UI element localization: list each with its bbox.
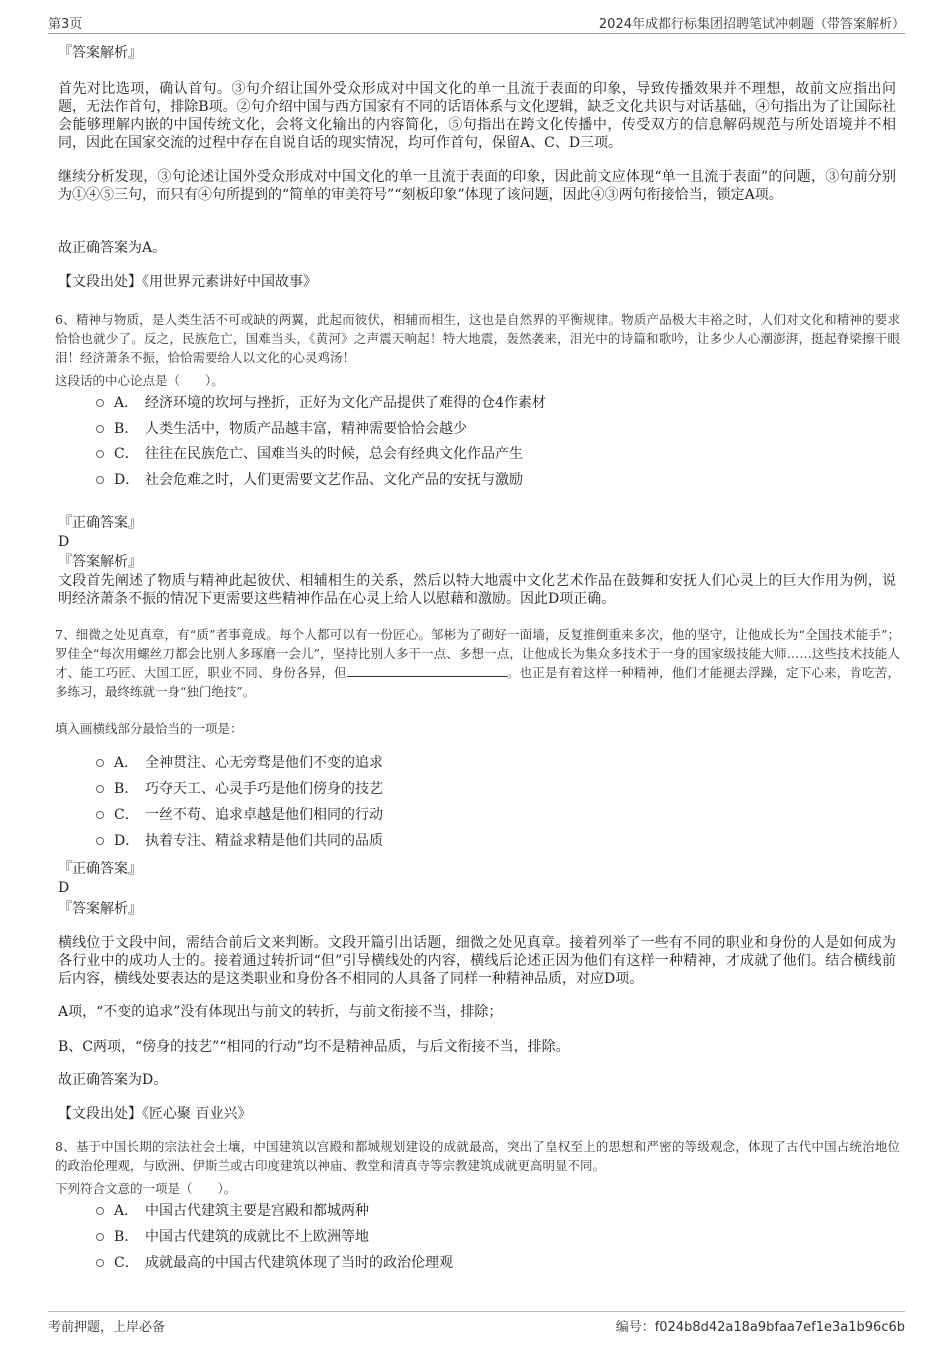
option-text: 人类生活中，物质产品越丰富，精神需要恰恰会越少	[145, 421, 467, 437]
q6-option-c[interactable]	[96, 444, 523, 464]
radio-icon[interactable]	[96, 425, 104, 433]
option-text: 社会危难之时，人们更需要文艺作品、文化产品的安抚与激励	[145, 472, 523, 488]
option-label: C．	[114, 446, 139, 462]
document-title: 2024年成都行标集团招聘笔试冲刺题（带答案解析）	[598, 17, 905, 32]
q5-analysis-label: 『答案解析』	[58, 45, 142, 61]
q7-option-d[interactable]	[96, 831, 383, 851]
document-serial: 编号：f024b8d42a18a9bfaa7ef1e3a1b96c6b	[615, 1320, 905, 1335]
option-text: 中国古代建筑的成就比不上欧洲等地	[145, 1229, 369, 1245]
radio-icon[interactable]	[96, 1233, 104, 1241]
option-label: B．	[114, 1229, 139, 1245]
option-label: B．	[114, 421, 139, 437]
option-label: A．	[114, 755, 139, 771]
q5-source: 【文段出处】《用世界元素讲好中国故事》	[58, 274, 317, 290]
q5-analysis-p1: 首先对比选项，确认首句。③句介绍让国外受众形成对中国文化的单一且流于表面的印象，导致传播效果并不理想，故前文应指出问题，无法作首句，排除B项。②句介绍中国与西方国家有不同的话语体系与文化逻辑，缺乏文化共识与对话基础，④句指出为了让国际社会能够理解内嵌的中国传统文化，会将文化输出的内容简化，⑤句指出在跨文化传播中，传受双方的信息解码规范与所处语境并不相同，因此在国家交流的过程中存在自说自话的现实情况，均可作首句，保留A、C、D三项。	[58, 81, 896, 151]
q7-stem	[55, 625, 900, 701]
option-label: C．	[114, 807, 139, 823]
q7-analysis-p2: A项，“不变的追求”没有体现出与前文的转折，与前文衔接不当，排除；	[58, 1004, 503, 1020]
q6-analysis: 文段首先阐述了物质与精神此起彼伏、相辅相生的关系，然后以特大地震中文化艺术作品在鼓舞和安抚人们心灵上的巨大作用为例，说明经济萧条不振的情况下更需要这些精神作品在心灵上给人以慰藉和激励。因此D项正确。	[58, 573, 896, 607]
page-header	[48, 13, 905, 34]
footer-motto: 考前押题，上岸必备	[48, 1320, 166, 1335]
radio-icon[interactable]	[96, 476, 104, 484]
option-label: A．	[114, 395, 139, 411]
q6-option-d[interactable]	[96, 470, 523, 490]
option-label: B．	[114, 781, 139, 797]
q8-question: 下列符合文意的一项是（ ）。	[55, 1181, 237, 1196]
option-text: 往往在民族危亡、国难当头的时候，总会有经典文化作品产生	[145, 446, 523, 462]
q8-option-c[interactable]	[96, 1253, 453, 1273]
option-text: 一丝不苟、追求卓越是他们相同的行动	[145, 807, 383, 823]
q8-stem: 8、基于中国长期的宗法社会土壤，中国建筑以宫殿和都城规划建设的成就最高，突出了皇权至上的思想和严密的等级观念，体现了古代中国占统治地位的政治伦理观，与欧洲、伊斯兰或古印度建筑以神庙、教堂和清真寺等宗教建筑成就更高明显不同。	[55, 1139, 900, 1173]
option-label: C．	[114, 1255, 139, 1271]
option-text: 成就最高的中国古代建筑体现了当时的政治伦理观	[145, 1255, 453, 1271]
q7-source: 【文段出处】《匠心聚 百业兴》	[58, 1106, 252, 1122]
option-label: A．	[114, 1203, 139, 1219]
q7-analysis-p4: 故正确答案为D。	[58, 1072, 168, 1088]
option-text: 经济环境的坎坷与挫折，正好为文化产品提供了难得的仓4作素材	[145, 395, 546, 411]
radio-icon[interactable]	[96, 1207, 104, 1215]
q7-analysis-p3: B、C两项，“傍身的技艺”“相同的行动”均不是精神品质，与后文衔接不当，排除。	[58, 1039, 570, 1055]
radio-icon[interactable]	[96, 811, 104, 819]
page-number: 第3页	[48, 17, 83, 32]
page-footer	[48, 1311, 905, 1336]
q6-option-b[interactable]	[96, 419, 467, 439]
q6-question: 这段话的中心论点是（ ）。	[55, 373, 224, 388]
q7-question: 填入画横线部分最恰当的一项是：	[55, 721, 243, 736]
option-label: D．	[114, 472, 140, 488]
q6-stem: 6、精神与物质，是人类生活不可或缺的两翼，此起而彼伏，相辅而相生，这也是自然界的平衡规律。物质产品极大丰裕之时，人们对文化和精神的要求恰恰也就少了。反之，民族危亡，国难当头，《黄河》之声震天响起！特大地震，轰然袭来，泪光中的诗篇和歌吟，让多少人心潮澎湃，挺起脊梁擦干眼泪！经济萧条不振，恰恰需要给人以文化的心灵鸡汤！	[55, 312, 900, 365]
q7-analysis-label: 『答案解析』	[58, 901, 142, 917]
option-label: D．	[114, 833, 140, 849]
q7-answer-label: 『正确答案』	[58, 861, 142, 877]
q5-analysis-p3: 故正确答案为A。	[58, 240, 167, 256]
answer-blank	[347, 664, 507, 677]
option-text: 中国古代建筑主要是宫殿和都城两种	[145, 1203, 369, 1219]
radio-icon[interactable]	[96, 785, 104, 793]
q7-option-c[interactable]	[96, 805, 383, 825]
option-text: 执着专注、精益求精是他们共同的品质	[145, 833, 383, 849]
radio-icon[interactable]	[96, 399, 104, 407]
q7-answer: D	[58, 880, 70, 896]
q6-answer-label: 『正确答案』	[58, 515, 142, 531]
q5-analysis-p2: 继续分析发现，③句论述让国外受众形成对中国文化的单一且流于表面的印象，因此前文应体现“单一且流于表面”的问题，③句前分别为①④⑤三句，而只有④句所提到的“简单的审美符号”“刻板印象”体现了该问题，因此④③两句衔接恰当，锁定A项。	[58, 169, 896, 203]
q7-stem-part2: 。也正是有着这样一种精神，他们才能褪去浮躁，定下心来，肯吃苦，多练习，最终练就一身“独门绝技”。	[55, 665, 900, 699]
q6-analysis-label: 『答案解析』	[58, 554, 142, 570]
option-text: 全神贯注、心无旁骛是他们不变的追求	[145, 755, 383, 771]
q7-stem-part1: 7、细微之处见真章，有“质”者事竟成。每个人都可以有一份匠心。邹彬为了砌好一面墙，反复推倒重来多次，他的坚守，让他成长为“全国技术能手”；罗佳全“每次用螺丝刀都会比别人多琢磨一会儿”，坚持比别人多干一点、多想一点，让他成长为集众多技术于一身的国家级技能大师……这些技术技能人才、能工巧匠、大国工匠，职业不同、身份各异，但	[55, 627, 900, 680]
q6-answer: D	[58, 534, 70, 550]
radio-icon[interactable]	[96, 450, 104, 458]
radio-icon[interactable]	[96, 837, 104, 845]
q8-option-b[interactable]	[96, 1227, 369, 1247]
radio-icon[interactable]	[96, 759, 104, 767]
q7-option-a[interactable]	[96, 753, 383, 773]
radio-icon[interactable]	[96, 1259, 104, 1267]
q6-option-a[interactable]	[96, 393, 546, 413]
q8-option-a[interactable]	[96, 1201, 369, 1221]
q7-option-b[interactable]	[96, 779, 383, 799]
q7-analysis-p1: 横线位于文段中间，需结合前后文来判断。文段开篇引出话题，细微之处见真章。接着列举了一些有不同的职业和身份的人是如何成为各行业中的成功人士的。接着通过转折词“但”引导横线处的内容，横线后论述正因为他们有这样一种精神，才成就了他们。结合横线前后内容，横线处要表达的是这类职业和身份各不相同的人具备了同样一种精神品质，对应D项。	[58, 935, 896, 987]
option-text: 巧夺天工、心灵手巧是他们傍身的技艺	[145, 781, 383, 797]
